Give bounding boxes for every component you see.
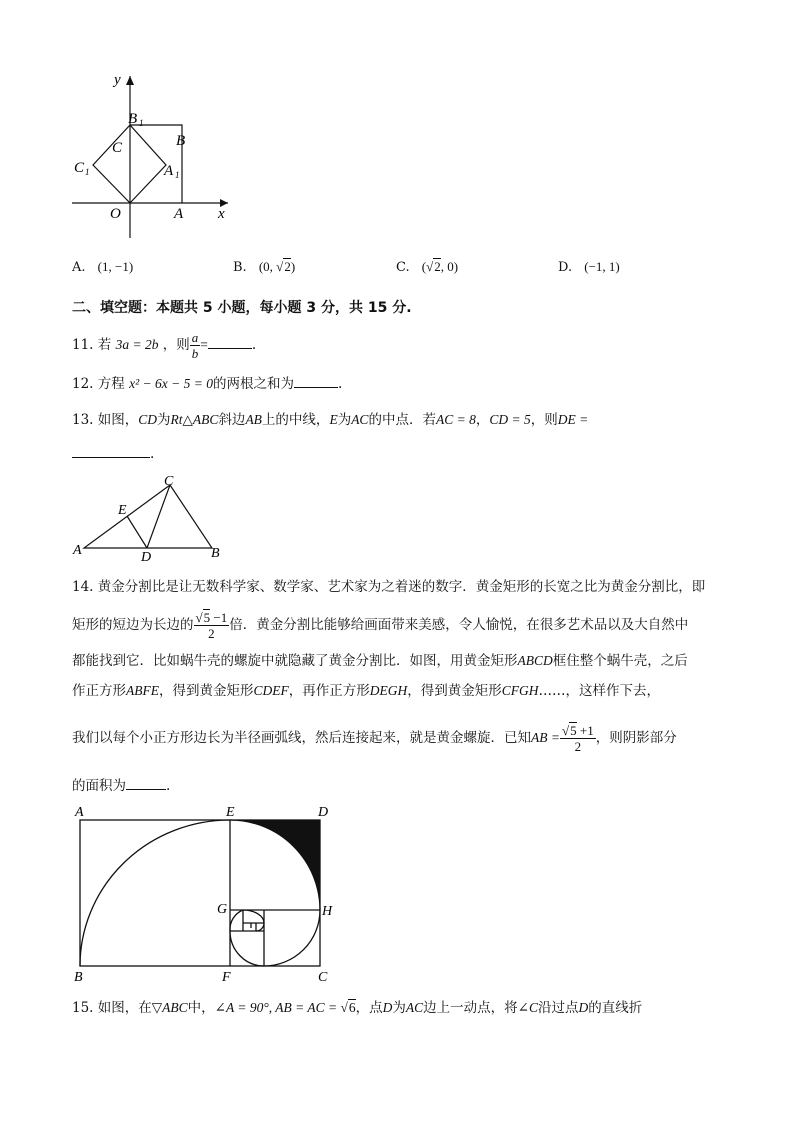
option-d xyxy=(558,257,620,278)
option-letter: B. xyxy=(233,260,247,275)
option-letter: D. xyxy=(558,260,573,275)
label-A: A xyxy=(174,206,184,222)
option-root: 2 xyxy=(434,259,441,274)
label-A: A xyxy=(73,543,82,558)
question-14-line-1: 14. 黄金分割比是让无数科学家、数学家、艺术家为之着迷的数字．黄金矩形的长宽之比为黄金分割比，即 xyxy=(72,579,706,595)
coordinate-figure xyxy=(60,68,240,243)
text: 为 xyxy=(337,412,352,428)
label-x: x xyxy=(218,206,225,222)
math: ▽ABC xyxy=(151,1000,188,1015)
root: 6 xyxy=(348,1000,356,1015)
text: 矩形的短边为长边的 xyxy=(72,617,194,633)
text: 为 xyxy=(157,412,171,428)
text: ，再作正方形 xyxy=(288,683,370,699)
golden-spiral-figure xyxy=(70,800,340,985)
label-H: H xyxy=(322,904,333,919)
math: AB = xyxy=(531,730,560,745)
text: 倍．黄金分割比能够给画面带来美感，令人愉悦，在很多艺术品以及大自然中 xyxy=(229,617,689,633)
numerator-tail: +1 xyxy=(576,723,594,738)
math: DEGH xyxy=(369,683,408,698)
fraction-golden: $\frac{√5 -1}{2}$ xyxy=(195,610,228,641)
option-value: (0, xyxy=(258,259,277,274)
option-value-end: , 0) xyxy=(440,259,459,274)
math: ABCD xyxy=(517,653,553,668)
label-C: C xyxy=(318,970,328,985)
math: AC xyxy=(405,1000,424,1015)
triangle-figure xyxy=(66,470,236,565)
root: 5 xyxy=(203,610,211,625)
denominator: b xyxy=(191,346,199,361)
text: 方程 xyxy=(97,376,125,392)
answer-blank[interactable] xyxy=(72,443,150,458)
label-G: G xyxy=(217,902,228,917)
text: 为 xyxy=(392,1000,406,1016)
label-C1: C xyxy=(74,160,85,176)
label-D: D xyxy=(318,805,329,820)
question-13-answer-line xyxy=(72,443,154,464)
label-D: D xyxy=(141,550,152,565)
shaded-region xyxy=(230,820,320,910)
math-expr: 3a = 2b xyxy=(115,337,159,352)
label-F: F xyxy=(222,970,231,985)
math: CDEF xyxy=(253,683,289,698)
fraction-ab: $\frac{√5 +1}{2}$ xyxy=(561,723,594,754)
text: ，点 xyxy=(355,1000,383,1016)
equals: = xyxy=(200,337,208,352)
label-C1-sub: 1 xyxy=(85,167,90,177)
option-value: (−1, 1) xyxy=(584,259,620,274)
label-E: E xyxy=(118,503,127,518)
question-14-line-2 xyxy=(72,610,688,641)
spiral-arc-3 xyxy=(264,910,320,966)
math: DE = xyxy=(557,412,589,427)
label-B: B xyxy=(176,133,186,149)
question-11 xyxy=(72,330,256,361)
denominator: 2 xyxy=(208,626,215,641)
question-14-line-5 xyxy=(72,723,677,754)
label-C: C xyxy=(164,474,174,489)
answer-blank[interactable] xyxy=(126,775,166,790)
section-title: 二、填空题：本题共 5 小题，每小题 3 分，共 15 分. xyxy=(72,300,412,316)
text: 的面积为 xyxy=(72,778,126,794)
math: CD = 5 xyxy=(489,412,531,427)
text: 若 xyxy=(97,337,112,353)
option-root: 2 xyxy=(284,259,291,274)
math: D xyxy=(578,1000,589,1015)
text: 作正方形 xyxy=(72,683,126,699)
text: ， xyxy=(475,412,490,428)
math: AB xyxy=(245,412,262,427)
text: 中， xyxy=(187,1000,215,1016)
option-b: B. (0, √2) xyxy=(233,259,296,275)
math: ABFE xyxy=(126,683,159,698)
label-A1-sub: 1 xyxy=(175,170,180,180)
text: ，则 xyxy=(530,412,558,428)
question-14-line-3 xyxy=(72,651,688,671)
text: 沿过点 xyxy=(538,1000,579,1016)
period: . xyxy=(150,446,155,462)
text: 斜边 xyxy=(218,412,246,428)
text: ，则 xyxy=(162,337,190,353)
math: E xyxy=(329,412,338,427)
option-letter: A. xyxy=(72,260,86,275)
math: ∠A = 90°, AB = AC = xyxy=(214,1000,341,1015)
period: . xyxy=(337,376,343,392)
math: AC = 8 xyxy=(435,412,476,427)
text: ，得到黄金矩形 xyxy=(159,683,254,699)
question-number: 12. xyxy=(72,376,94,392)
text: 上的中线， xyxy=(261,412,330,428)
fraction-a-over-b xyxy=(190,330,201,361)
option-value: ( xyxy=(421,259,427,274)
option-value: (1, −1) xyxy=(97,259,134,274)
numerator: a xyxy=(191,330,199,345)
option-a xyxy=(72,257,133,278)
text: ，得到黄金矩形 xyxy=(407,683,502,699)
text: 如图，在 xyxy=(97,1000,152,1016)
period: . xyxy=(251,337,257,353)
math: Rt△ABC xyxy=(170,412,219,427)
math: ∠C xyxy=(517,1000,538,1015)
label-B1-sub: 1 xyxy=(139,118,144,128)
text: 都能找到它．比如蜗牛壳的螺旋中就隐藏了黄金分割比．如图，用黄金矩形 xyxy=(72,653,518,669)
answer-blank[interactable] xyxy=(294,373,338,388)
question-14-line-4 xyxy=(72,681,660,701)
text: 如图， xyxy=(97,412,139,428)
label-B: B xyxy=(74,970,83,985)
spiral-arc-1 xyxy=(80,820,230,966)
triangle-ABC xyxy=(84,485,212,548)
label-O: O xyxy=(110,206,121,222)
square-OABC xyxy=(130,125,182,203)
label-B: B xyxy=(211,546,220,561)
text: ，则阴影部分 xyxy=(595,730,677,746)
question-number: 11. xyxy=(72,337,94,353)
text: 边上一动点，将 xyxy=(423,1000,518,1016)
question-number: 13. xyxy=(72,412,94,428)
denominator: 2 xyxy=(574,739,582,754)
label-A1: A xyxy=(164,163,174,179)
segment-DE xyxy=(127,516,147,548)
label-y: y xyxy=(114,72,121,88)
label-B1: B xyxy=(128,111,138,127)
text: 的中点．若 xyxy=(368,412,436,428)
label-C: C xyxy=(112,140,123,156)
math: D xyxy=(382,1000,393,1015)
option-value-end: ) xyxy=(290,259,296,274)
label-A: A xyxy=(75,805,84,820)
root: 5 xyxy=(570,723,577,738)
math-expr: x² − 6x − 5 = 0 xyxy=(129,376,213,391)
question-13 xyxy=(72,410,588,430)
answer-blank[interactable] xyxy=(208,334,252,349)
question-12 xyxy=(72,373,342,394)
question-number: 15. xyxy=(72,1000,94,1016)
text: 的直线折 xyxy=(588,1000,643,1016)
math: CD xyxy=(138,412,158,427)
text: 我们以每个小正方形边长为半径画弧线，然后连接起来，就是黄金螺旋．已知 xyxy=(72,730,531,746)
numerator-tail: −1 xyxy=(210,610,228,625)
question-14-line-6 xyxy=(72,775,170,796)
text: ……，这样作下去， xyxy=(538,683,660,699)
text: 框住整个蜗牛壳，之后 xyxy=(552,653,688,669)
text: 的两根之和为 xyxy=(212,376,294,392)
segment-CD xyxy=(147,485,170,548)
period: . xyxy=(166,778,171,794)
option-letter: C. xyxy=(396,260,410,275)
math: AC xyxy=(351,412,369,427)
math: CFGH xyxy=(501,683,539,698)
question-15: 15. 如图，在▽ABC中，∠A = 90°, AB = AC = √6，点D为AC边上一动点，将∠C沿过点D的直线折 xyxy=(72,1000,643,1016)
option-c: C. (√2, 0) xyxy=(396,259,459,275)
rect-ABCD xyxy=(80,820,320,966)
label-E: E xyxy=(226,805,235,820)
